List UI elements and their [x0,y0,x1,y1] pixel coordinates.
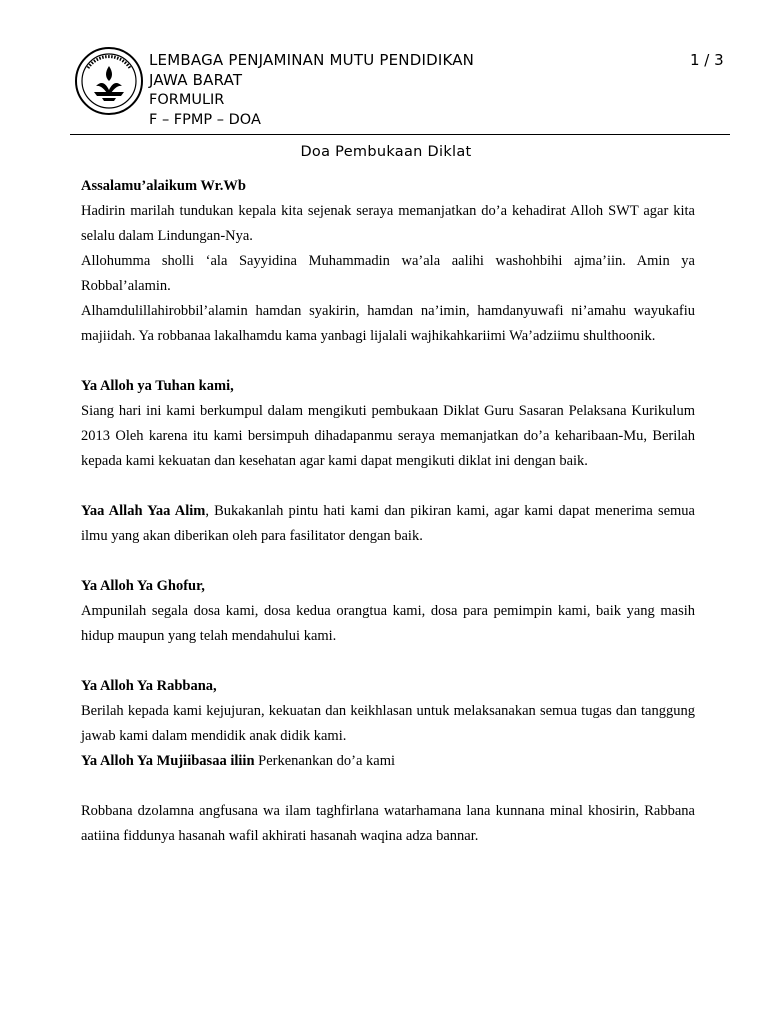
paragraph: Robbana dzolamna angfusana wa ilam taghfirlana watarhamana lana kunnana minal khosirin, Rabbana aatiina fiddunya hasanah wafil akhirati hasanah waqina adza bannar. [81,803,695,844]
org-name-line1: LEMBAGA PENJAMINAN MUTU PENDIDIKAN [149,51,475,69]
header-text-block [149,50,474,130]
document-header [0,0,768,140]
document-title: Doa Pembukaan Diklat [300,144,472,160]
paragraph: Hadirin marilah tundukan kepala kita sejenak seraya memanjatkan do’a kehadirat Alloh SWT agar kita selalu dalam Lindungan-Nya. [81,203,695,244]
paragraph: Alhamdulillahirobbil’alamin hamdan syakirin, hamdan na’imin, hamdanyuwafi ni’amahu wayukafiu majiidah. Ya robbanaa lakalhamdu kama yanbagi lijalali wajhikahkariimi Wa’adziimu shulthoonik. [81,303,695,344]
tut-wuri-handayani-logo [74,46,144,116]
paragraph: Allohumma sholli ‘ala Sayyidina Muhammadin wa’ala aalihi washohbihi ajma’iin. Amin ya Robbal’alamin. [81,253,695,294]
paragraph: Siang hari ini kami berkumpul dalam mengikuti pembukaan Diklat Guru Sasaran Pelaksana Kurikulum 2013 Oleh karena itu kami bersimpuh dihadapanmu seraya memanjatkan do’a keharibaan-Mu, Berilah kepada kami kekuatan dan kesehatan agar kami dapat mengikuti diklat ini dengan baik. [81,403,695,469]
greeting: Assalamu’alaikum Wr.Wb [81,178,246,194]
org-name-line2: JAWA BARAT [149,71,243,89]
form-code: F – FPMP – DOA [149,112,261,128]
paragraph [81,749,695,774]
header-divider [70,134,730,135]
section-heading: Ya Alloh ya Tuhan kami, [81,378,234,394]
document-body [81,174,695,849]
paragraph: Berilah kepada kami kejujuran, kekuatan dan keikhlasan untuk melaksanakan semua tugas dan tanggung jawab kami dalam mendidik anak didik kami. [81,703,695,744]
section-heading: Ya Alloh Ya Mujiibasaa iliin [81,753,255,769]
section-heading: Yaa Allah Yaa Alim [81,503,206,519]
page-number: 1 / 3 [690,51,724,69]
paragraph-text: , Bukakanlah pintu hati kami dan pikiran kami, agar kami dapat menerima semua ilmu yang akan diberikan oleh para fasilitator dengan baik. [81,503,695,544]
paragraph-text: Perkenankan do’a kami [254,753,396,769]
form-label: FORMULIR [149,92,225,108]
paragraph [81,499,695,549]
section-heading: Ya Alloh Ya Ghofur, [81,578,205,594]
paragraph: Ampunilah segala dosa kami, dosa kedua orangtua kami, dosa para pemimpin kami, baik yang masih hidup maupun yang telah mendahului kami. [81,603,695,644]
section-heading: Ya Alloh Ya Rabbana, [81,678,217,694]
